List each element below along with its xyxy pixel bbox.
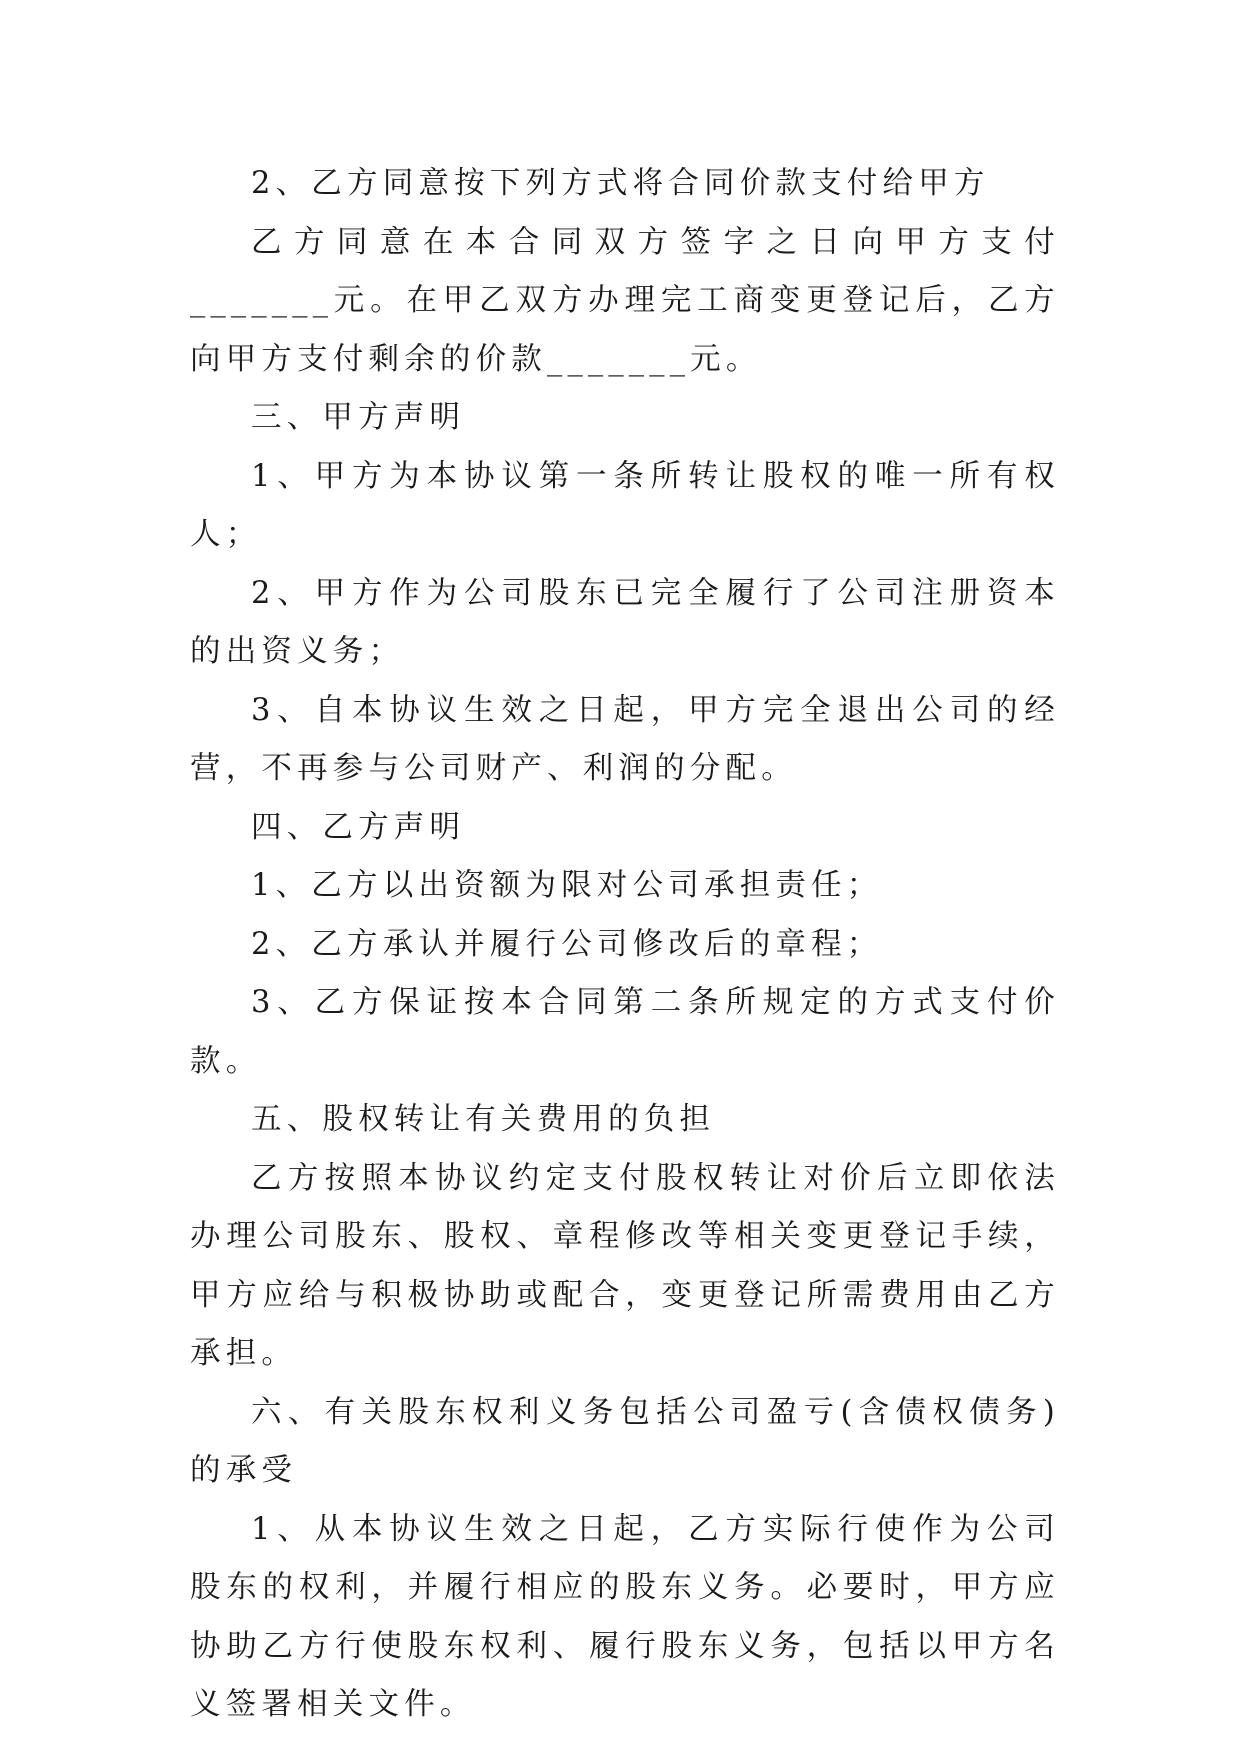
heading-shareholder-rights: 六、有关股东权利义务包括公司盈亏(含债权债务)的承受 xyxy=(190,1394,1060,1488)
paragraph-a-declaration-1: 1、甲方为本协议第一条所转让股权的唯一所有权人； xyxy=(190,458,1060,552)
paragraph-a-declaration-2: 2、甲方作为公司股东已完全履行了公司注册资本的出资义务； xyxy=(190,575,1060,669)
paragraph-payment-method: 2、乙方同意按下列方式将合同价款支付给甲方 xyxy=(251,166,990,201)
paragraph-b-declaration-1: 1、乙方以出资额为限对公司承担责任； xyxy=(251,868,883,903)
paragraph-payment-terms: 乙方同意在本合同双方签字之日向甲方支付_______元。在甲乙双方办理完工商变更登记后，乙方向甲方支付剩余的价款_______元。 xyxy=(190,224,1060,377)
paragraph-transfer-fees: 乙方按照本协议约定支付股权转让对价后立即依法办理公司股东、股权、章程修改等相关变更登记手续，甲方应给与积极协助或配合，变更登记所需费用由乙方承担。 xyxy=(190,1160,1060,1371)
paragraph-b-declaration-3: 3、乙方保证按本合同第二条所规定的方式支付价款。 xyxy=(190,985,1060,1079)
paragraph-a-declaration-3: 3、自本协议生效之日起，甲方完全退出公司的经营，不再参与公司财产、利润的分配。 xyxy=(190,692,1060,786)
heading-party-b-declaration: 四、乙方声明 xyxy=(251,809,466,845)
document-body xyxy=(190,155,1060,1735)
heading-party-a-declaration: 三、甲方声明 xyxy=(251,400,466,435)
paragraph-shareholder-rights-1: 1、从本协议生效之日起，乙方实际行使作为公司股东的权利，并履行相应的股东义务。必要时，甲方应协助乙方行使股东权利、履行股东义务，包括以甲方名义签署相关文件。 xyxy=(190,1511,1060,1722)
heading-transfer-fees: 五、股权转让有关费用的负担 xyxy=(251,1102,716,1137)
paragraph-b-declaration-2: 2、乙方承认并履行公司修改后的章程； xyxy=(251,926,883,962)
